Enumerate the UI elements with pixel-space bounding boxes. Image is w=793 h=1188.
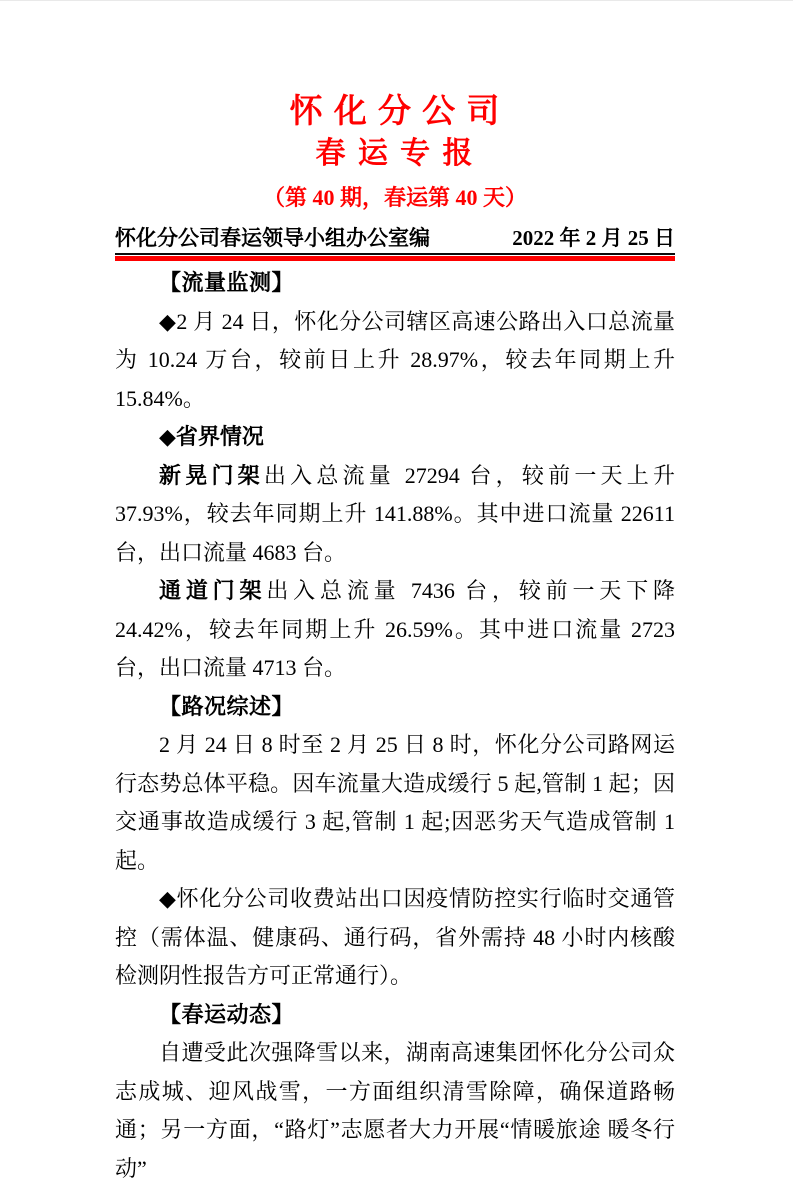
doc-title-company: 怀 化 分 公 司 <box>289 92 501 129</box>
doc-title-report-name: 春 运 专 报 <box>315 137 475 170</box>
tongdao-gantry-paragraph <box>115 572 675 688</box>
document-body <box>115 264 675 1188</box>
road-network-paragraph: 2 月 24 日 8 时至 2 月 25 日 8 时，怀化分公司路网运行态势总体平稳。因车流量大造成缓行 5 起,管制 1 起；因交通事故造成缓行 3 起,管制 1 起;因恶劣天气造成管制 1 起。 <box>115 732 675 873</box>
section-heading-flow-monitor: 【流量监测】 <box>159 270 295 295</box>
masthead-row <box>115 225 675 255</box>
tongdao-gantry-lead: 通道门架 <box>159 578 267 603</box>
compiler-credit: 怀化分公司春运领导小组办公室编 <box>115 226 430 250</box>
issue-date: 2022 年 2 月 25 日 <box>512 226 675 250</box>
section-heading-spring-festival: 【春运动态】 <box>159 1001 295 1027</box>
snow-response-paragraph: 自遭受此次强降雪以来，湖南高速集团怀化分公司众志成城、迎风战雪，一方面组织清雪除障，确保道路畅通；另一方面，“路灯”志愿者大力开展“情暖旅途 暖冬行动” <box>115 1040 675 1181</box>
xinhuang-gantry-paragraph <box>115 457 675 573</box>
issue-number-line: （第 40 期，春运第 40 天） <box>262 185 527 210</box>
xinhuang-gantry-text: 出入总流量 27294 台，较前一天上升 37.93%，较去年同期上升 141.88%。其中进口流量 22611 台，出口流量 4683 台。 <box>115 462 675 565</box>
subheading-province-border: ◆省界情况 <box>159 424 264 449</box>
flow-summary-paragraph: ◆2 月 24 日，怀化分公司辖区高速公路出入口总流量为 10.24 万台，较前日上升 28.97%，较去年同期上升 15.84%。 <box>115 308 675 411</box>
epidemic-control-paragraph: ◆怀化分公司收费站出口因疫情防控实行临时交通管控（需体温、健康码、通行码，省外需持 48 小时内核酸检测阴性报告方可正常通行）。 <box>115 886 675 988</box>
section-heading-road-conditions: 【路况综述】 <box>159 693 295 719</box>
red-divider-rule <box>115 256 675 261</box>
tongdao-gantry-text: 出入总流量 7436 台，较前一天下降 24.42%，较去年同期上升 26.59%。其中进口流量 2723 台，出口流量 4713 台。 <box>115 578 675 680</box>
xinhuang-gantry-lead: 新晃门架 <box>159 462 264 488</box>
